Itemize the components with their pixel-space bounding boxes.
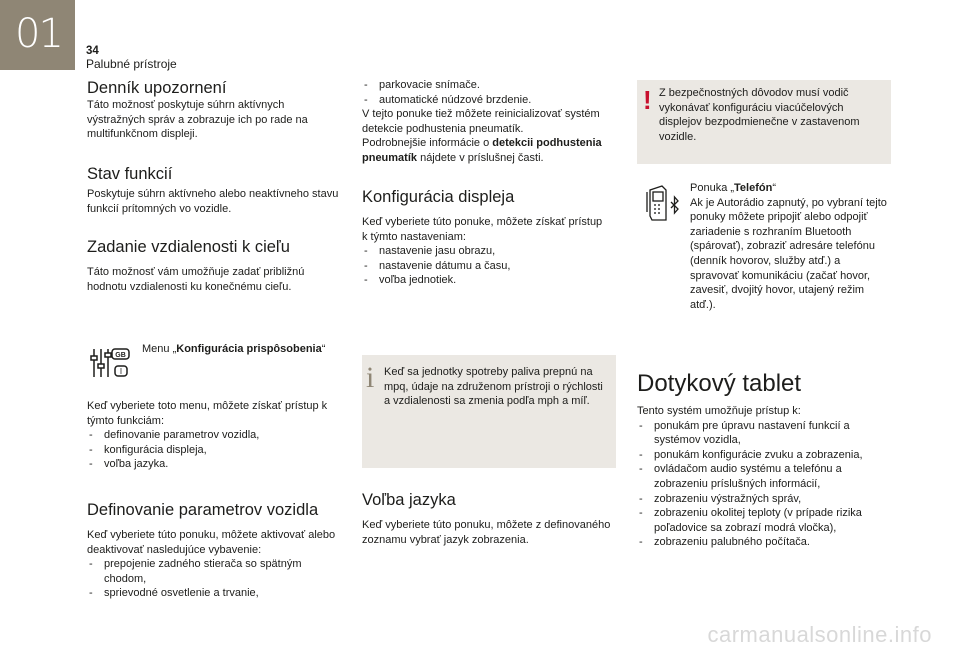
warning-text: Z bezpečnostných dôvodov musí vodič vykonávať konfiguráciu viacúčelových displejov bezpodmienečne v zastavenom vozidle. [659,87,860,143]
section-text-alert-log: Táto možnosť poskytuje súhrn aktívnych výstražných správ a zobrazuje ich po rade na multifunkčnom displeji. [87,99,308,141]
menu-label: Menu „Konfigurácia prispôsobenia“ [142,343,326,355]
warning-box [637,80,891,164]
section-title-alert-log: Denník upozornení [87,79,227,97]
chapter-number: 01 [15,11,62,57]
section-text-function-status: Poskytuje súhrn aktívneho alebo neaktívneho stavu funkcií prítomných vo vozidle. [87,188,339,215]
list-item: - zobrazeniu výstražných správ, [637,492,897,507]
chapter-tab [0,0,75,70]
list-item: - ponukám konfigurácie zvuku a zobrazenia, [637,448,897,463]
section-text-distance: Táto možnosť vám umožňuje zadať približnú hodnotu vzdialenosti ku konečnému cieľu. [87,266,305,293]
info-text: Keď sa jednotky spotreby paliva prepnú na mpq, údaje na združenom prístroji o rýchlosti a vzdialenosti sa zmenia podľa mph a míľ. [384,366,603,408]
svg-text:GB: GB [115,352,126,359]
section-title-distance: Zadanie vzdialenosti k cieľu [87,238,290,256]
chapter-title: Palubné prístroje [86,57,177,71]
warning-icon: ! [643,85,652,115]
watermark: carmanualsonline.info [707,622,932,647]
continued-items [362,78,612,107]
list-item: - sprievodné osvetlenie a trvanie, [87,586,342,601]
list-item: - nastavenie dátumu a času, [362,259,607,274]
page-number: 34 [86,45,99,57]
section-text-vehicle-params: Keď vyberiete túto ponuku, môžete aktivovať alebo deaktivovať nasledujúce vybavenie: - prepojenie zadného stierača so spätným chodom, - sprievodné osvetlenie a trvanie, [87,528,342,601]
section-title-language: Voľba jazyka [362,491,456,509]
info-icon: i [366,361,375,394]
list-item: - automatické núdzové brzdenie. [362,93,612,108]
svg-text:I: I [119,367,123,376]
tpms-text: V tejto ponuke tiež môžete reinicializovať systém detekcie podhustenia pneumatík. [362,108,600,135]
display-config-list [362,244,607,288]
list-item: - prepojenie zadného stierača so spätným chodom, [87,557,342,586]
list-item: - ovládačom audio systému a telefónu a zobrazeniu príslušných informácií, [637,462,897,491]
list-item: - definovanie parametrov vozidla, [87,428,332,443]
list-item: - voľba jazyka. [87,457,332,472]
tablet-list [637,419,897,550]
continued-list [362,78,612,166]
section-title-touch-tablet: Dotykový tablet [637,370,802,397]
more-info-text: Podrobnejšie informácie o detekcii podhustenia pneumatík nájdete v príslušnej časti. [362,137,602,164]
info-box [362,355,616,468]
list-item: - ponukám pre úpravu nastavení funkcií a systémov vozidla, [637,419,897,448]
list-item: - zobrazeniu palubného počítača. [637,535,897,550]
phone-menu-label: Ponuka „Telefón“ [690,182,776,194]
section-title-display-config: Konfigurácia displeja [362,188,515,206]
menu-intro: Keď vyberiete toto menu, môžete získať prístup k týmto funkciám: - definovanie parametrov vozidla, - konfigurácia displeja, - voľba jazyka. [87,399,332,472]
section-text-display-config: Keď vyberiete túto ponuke, môžete získať prístup k týmto nastaveniam: - nastavenie jasu obrazu, - nastavenie dátumu a času, - voľba jednotiek. [362,215,607,288]
section-text-touch-tablet: Tento systém umožňuje prístup k: - ponukám pre úpravu nastavení funkcií a systémov vozidla, - ponukám konfigurácie zvuku a zobrazenia, - ovládačom audio systému a telefónu a zobrazeniu príslušných informácií, - zobrazeniu výstražných správ, - zobrazeniu okolitej teploty (v prípade rizika poľadovice sa zobrazí modrá vločka), - zobrazeniu palubného počítača. [637,404,897,550]
phone-menu-text: Ak je Autorádio zapnutý, po vybraní tejto ponuky môžete pripojiť alebo odpojiť zariadenie s rozhraním Bluetooth (spárovať), zobraziť adresáre telefónu (denník hovorov, služby atď.) a spravovať komunikáciu (začať hovor, zavesiť, dvojitý hovor, utajený režim atď.). [690,196,887,311]
list-item: - nastavenie jasu obrazu, [362,244,607,259]
settings-sliders-icon [89,346,131,382]
list-item: - parkovacie snímače. [362,78,612,93]
menu-list [87,428,332,472]
vehicle-params-list [87,557,342,601]
section-text-language: Keď vyberiete túto ponuku, môžete z definovaného zoznamu vybrať jazyk zobrazenia. [362,519,611,546]
section-title-vehicle-params: Definovanie parametrov vozidla [87,501,319,519]
phone-menu [690,181,890,312]
phone-bluetooth-icon [644,182,684,224]
list-item: - konfigurácia displeja, [87,443,332,458]
section-title-function-status: Stav funkcií [87,165,173,183]
list-item: - zobrazeniu okolitej teploty (v prípade rizika poľadovice sa zobrazí modrá vločka), [637,506,897,535]
list-item: - voľba jednotiek. [362,273,607,288]
